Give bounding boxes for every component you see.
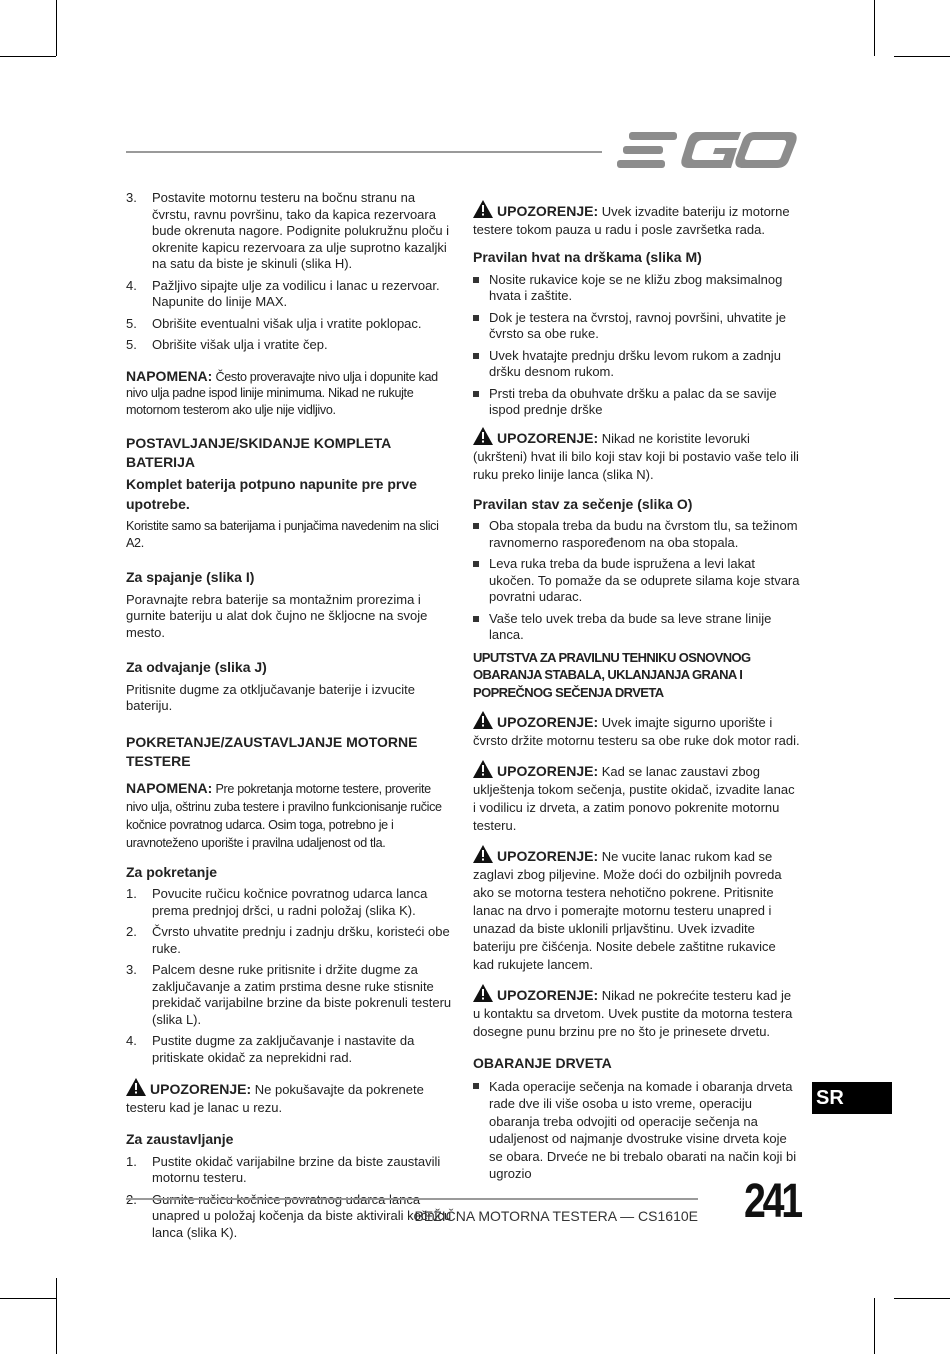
bullet-icon	[473, 518, 489, 551]
crop-mark	[874, 1298, 875, 1354]
warning-start: UPOZORENJE: Ne pokušavajte da pokrenete testeru kad je lanac u rezu.	[126, 1078, 452, 1117]
crop-mark	[56, 0, 57, 56]
crop-mark	[874, 0, 875, 56]
list-item: 4. Pažljivo sipajte ulje za vodilicu i lanac u rezervoar. Napunite do linije MAX.	[126, 277, 440, 309]
warning-icon	[473, 760, 493, 778]
list-item: Kada operacije sečenja na komade i obaranja drveta rade dve ili više osoba u isto vreme, operaciju obaranja treba odvojiti od operacije sečenja na udaljenost od najmanje dvostruke visine drveta koje se obara. Drveće ne bi trebalo obarati na način koji bi ugrozio	[473, 1078, 800, 1183]
warning-icon	[473, 427, 493, 445]
warning-icon	[473, 200, 493, 218]
warning-icon	[473, 711, 493, 729]
crop-mark	[0, 1298, 56, 1299]
grip-list	[473, 272, 800, 419]
note-oil: NAPOMENA: Često proveravajte nivo ulja i dopunite kad nivo ulja padne ispod linije minimuma. Nikad ne rukujte motornom testerom ako ulje nije vidljivo.	[126, 367, 438, 417]
list-item: 4. Pustite dugme za zaključavanje i nastavite da pritiskate okidač za neprekidni rad.	[126, 1033, 415, 1065]
crop-mark	[894, 1298, 950, 1299]
list-item: Prsti treba da obuhvate dršku a palac da se savije ispod prednje drške	[473, 386, 800, 419]
crop-mark	[894, 56, 950, 57]
language-tab: SR	[812, 1082, 892, 1114]
crop-mark	[56, 1278, 57, 1354]
stop-heading: Za zaustavljanje	[126, 1131, 234, 1147]
start-steps-list	[126, 886, 452, 1066]
warning-grip: UPOZORENJE: Nikad ne koristite levoruki (ukršteni) hvat ili bilo koji stav koji bi postavio vaše telo ili ruku preko linije lanca (slika N).	[473, 427, 800, 484]
felling-list	[473, 1078, 800, 1183]
list-item: 3. Postavite motornu testeru na bočnu stranu na čvrstu, ravnu površinu, tako da kapica rezervoara bude okrenuta nagore. Podignite polukružnu ploču i okrenite kapicu rezervoara za ulje suprotno kazaljki na satu da biste je skinuli (slika H).	[126, 190, 450, 271]
warning-pinch: UPOZORENJE: Kad se lanac zaustavi zbog uklještenja tokom sečenja, pustite okidač, izvadite lanac i vodilicu iz drveta, a zatim ponovo pokrenite motornu testeru.	[473, 760, 800, 835]
left-column	[126, 190, 452, 1247]
list-item: Nosite rukavice koje se ne kližu zbog maksimalnog hvata i zaštite.	[473, 272, 800, 305]
attach-text: Poravnajte rebra baterije sa montažnim prorezima i gurnite bateriju u alat dok čujno ne škljocne na svoje mesto.	[126, 591, 428, 640]
warning-battery: UPOZORENJE: Uvek izvadite bateriju iz motorne testere tokom pauza u radu i posle završetka rada.	[473, 200, 800, 239]
list-item: unapred u položaj kočenja da biste aktivirali kočnicu lanca (slika K).	[152, 1208, 452, 1240]
bullet-icon	[473, 611, 489, 644]
list-item: 1. Povucite ručicu kočnice povratnog udarca lanca prema prednjoj dršci, u radni položaj (slika K).	[126, 886, 428, 918]
bullet-icon	[473, 1078, 489, 1183]
list-item: Leva ruka treba da bude ispružena a levi lakat ukočen. To pomaže da se oduprete silama koje stvara povratni udarac.	[473, 556, 800, 606]
header-rule	[126, 151, 602, 153]
bullet-icon	[473, 272, 489, 305]
detach-heading: Za odvajanje (slika J)	[126, 659, 267, 675]
crop-mark	[0, 56, 56, 57]
warning-icon	[473, 984, 493, 1002]
warning-footing: UPOZORENJE: Uvek imajte sigurno uporište i čvrsto držite motornu testeru sa obe ruke dok motor radi.	[473, 711, 800, 750]
warning-icon	[473, 845, 493, 863]
list-item: 3. Palcem desne ruke pritisnite i držite dugme za zaključavanje a zatim prstima desne ruke stisnite prekidač varijabilne brzine da biste pokrenuli testeru (slika L).	[126, 962, 452, 1027]
page-number: 241	[744, 1175, 800, 1228]
technique-heading: UPUTSTVA ZA PRAVILNU TEHNIKU OSNOVNOG OBARANJA STABALA, UKLANJANJA GRANA I POPREČNOG SEČENJA DRVETA	[473, 649, 751, 700]
list-item: 1. Pustite okidač varijabilne brzine da biste zaustavili motornu testeru.	[126, 1153, 441, 1185]
bullet-icon	[473, 310, 489, 343]
oil-steps-list	[126, 190, 452, 354]
footer-rule	[126, 1198, 698, 1200]
bullet-icon	[473, 386, 489, 419]
attach-heading: Za spajanje (slika I)	[126, 569, 255, 585]
grip-heading: Pravilan hvat na drškama (slika M)	[473, 249, 702, 265]
note-start: NAPOMENA: Pre pokretanja motorne testere, proverite nivo ulja, oštrinu zuba testere i pravilno funkcionisanje ručice kočnice povratnog udarca. Osim toga, potrebno je i uravnoteženo uporište i pravilna udaljenost od tla.	[126, 779, 442, 850]
battery-text: Koristite samo sa baterijama i punjačima navedenim na slici A2.	[126, 519, 439, 550]
battery-subheading: Komplet baterija potpuno napunite pre prve upotrebe.	[126, 476, 417, 512]
list-item: 5. Obrišite eventualni višak ulja i vratite poklopac.	[126, 315, 422, 331]
bullet-icon	[473, 556, 489, 606]
ego-logo	[617, 128, 799, 172]
stance-heading: Pravilan stav za sečenje (slika O)	[473, 495, 693, 512]
list-item: 5. Obrišite višak ulja i vratite čep.	[126, 337, 328, 352]
stance-list	[473, 518, 800, 644]
section-heading-battery: POSTAVLJANJE/SKIDANJE KOMPLETA BATERIJA	[126, 435, 391, 470]
detach-text: Pritisnite dugme za otključavanje baterije i izvucite bateriju.	[126, 681, 416, 713]
section-heading-startstop: POKRETANJE/ZAUSTAVLJANJE MOTORNE TESTERE	[126, 733, 418, 769]
list-item: 2. Čvrsto uhvatite prednju i zadnju dršku, koristeći obe ruke.	[126, 924, 450, 956]
start-heading: Za pokretanje	[126, 863, 218, 880]
footer-title: BEŽIČNA MOTORNA TESTERA — CS1610E	[414, 1208, 698, 1224]
list-item: Oba stopala treba da budu na čvrstom tlu, sa težinom ravnomerno raspoređenom na oba stopala.	[473, 518, 800, 551]
warning-icon	[126, 1078, 146, 1096]
felling-heading: OBARANJE DRVETA	[473, 1055, 612, 1071]
list-item: Vaše telo uvek treba da bude sa leve strane linije lanca.	[473, 611, 800, 644]
list-item: Uvek hvatajte prednju dršku levom rukom a zadnju dršku desnom rukom.	[473, 348, 800, 381]
right-column	[473, 200, 800, 1188]
list-item: Dok je testera na čvrstoj, ravnoj površini, uhvatite je čvrsto sa obe ruke.	[473, 310, 800, 343]
warning-sawdust: UPOZORENJE: Ne vucite lanac rukom kad se zaglavi zbog piljevine. Može doći do ozbiljnih povreda ako se motorna testera nehotično pokrene. Pritisnite lanac na drvo i pomerajte motornu testeru unapred i unazad da biste uklonili prljavštinu. Uvek izvadite bateriju pre čišćenja. Nosite debele zaštitne rukavice kad rukujete lancem.	[473, 845, 800, 974]
warning-contact: UPOZORENJE: Nikad ne pokrećite testeru kad je u kontaktu sa drvetom. Uvek pustite da motorna testera dosegne punu brzinu pre no što je prinesete drvetu.	[473, 984, 800, 1041]
bullet-icon	[473, 348, 489, 381]
